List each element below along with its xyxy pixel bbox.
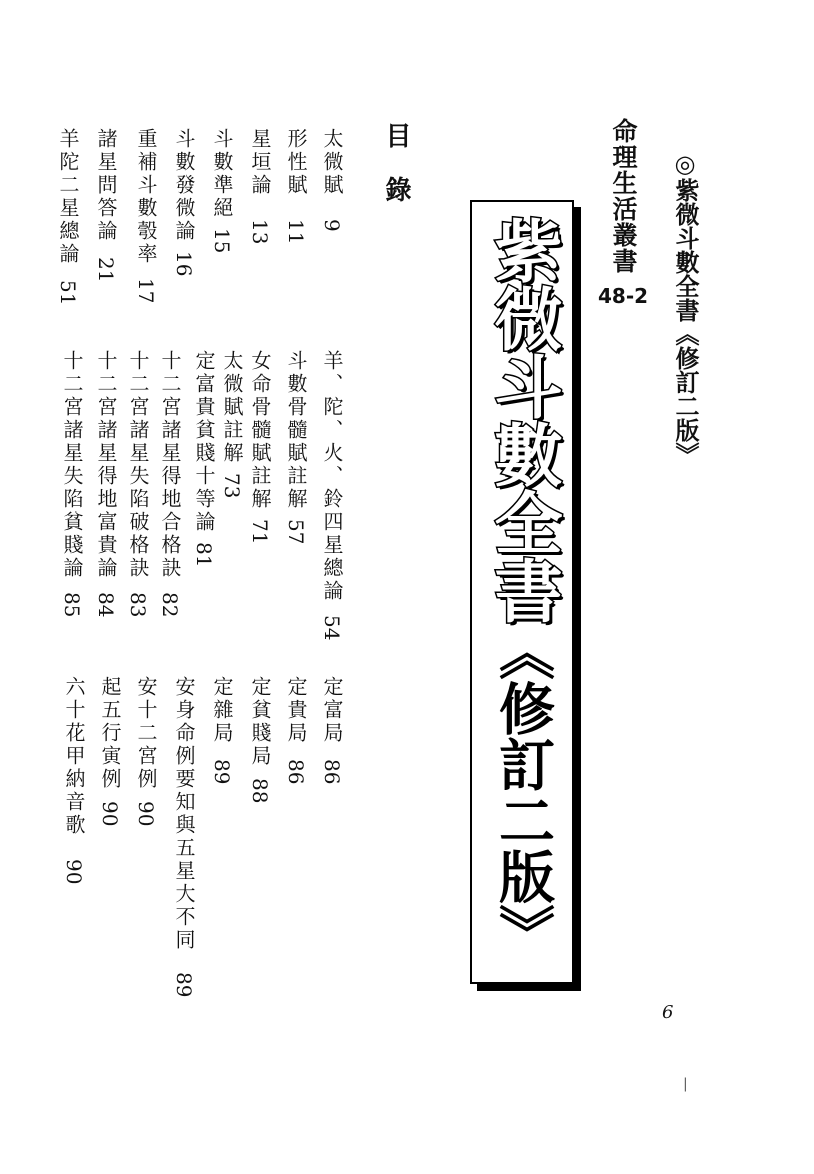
toc-entry-title: 安十二宮例 xyxy=(134,676,158,791)
toc-entry-page: 81 xyxy=(192,542,216,568)
toc-entry-page: 73 xyxy=(220,473,244,499)
toc-entry[interactable] xyxy=(250,350,270,544)
toc-entry-title: 十二宮諸星失陷破格訣 xyxy=(126,350,150,580)
bullet-icon: ◎ xyxy=(671,150,699,178)
toc-entry-page: 9 xyxy=(320,219,344,232)
toc-entry-page: 82 xyxy=(158,592,182,618)
toc-entry[interactable] xyxy=(194,350,214,567)
page-number: 6 xyxy=(662,1002,674,1023)
toc-entry[interactable] xyxy=(286,128,306,244)
toc-entry-page: 90 xyxy=(98,801,122,827)
toc-entry[interactable] xyxy=(64,676,84,884)
toc-entry-page: 71 xyxy=(248,519,272,545)
toc-entry-page: 88 xyxy=(248,778,272,804)
toc-entry-title: 斗數骨髓賦註解 xyxy=(284,350,308,511)
toc-entry[interactable] xyxy=(174,128,194,276)
running-header xyxy=(668,150,703,466)
toc-entry-page: 84 xyxy=(94,592,118,618)
toc-entry-page: 83 xyxy=(126,592,150,618)
series-number: 48-2 xyxy=(598,284,649,308)
toc-entry[interactable] xyxy=(96,350,116,617)
toc-entry-page: 15 xyxy=(210,228,234,254)
toc-entry-title: 定富貴貧賤十等論 xyxy=(192,350,216,534)
toc-entry-page: 86 xyxy=(320,759,344,785)
toc-entry-page: 90 xyxy=(62,859,86,885)
book-title-main: 紫微斗數全書 xyxy=(483,216,562,624)
toc-entry-title: 定貴局 xyxy=(284,676,308,745)
book-title xyxy=(483,216,562,960)
running-title: 紫微斗數全書《修訂二版》 xyxy=(671,178,699,466)
toc-entry-page: 17 xyxy=(134,278,158,304)
toc-entry[interactable] xyxy=(62,350,82,617)
book-title-box xyxy=(470,200,574,984)
toc-entry-title: 十二宮諸星得地合格訣 xyxy=(158,350,182,580)
series-name: 命理生活叢書 xyxy=(609,118,639,274)
scan-mark: | xyxy=(683,1076,688,1092)
toc-entry-page: 89 xyxy=(210,759,234,785)
toc-entry[interactable] xyxy=(322,676,342,784)
toc-entry-page: 85 xyxy=(60,592,84,618)
toc-entry-page: 16 xyxy=(172,251,196,277)
book-title-edition: 《修訂二版》 xyxy=(490,624,555,960)
series-label xyxy=(598,118,648,308)
toc-entry[interactable] xyxy=(212,128,232,253)
toc-entry[interactable] xyxy=(96,128,116,282)
toc-entry-page: 54 xyxy=(320,615,344,641)
toc-entry-title: 羊陀二星總論 xyxy=(56,128,80,266)
toc-entry-title: 定貧賤局 xyxy=(248,676,272,768)
toc-entry[interactable] xyxy=(136,128,156,303)
toc-entry[interactable] xyxy=(322,350,342,640)
toc-entry-title: 定雜局 xyxy=(210,676,234,745)
toc-entry-title: 重補斗數彀率 xyxy=(134,128,158,266)
toc-entry-page: 13 xyxy=(248,219,272,245)
toc-entry[interactable] xyxy=(286,350,306,544)
toc-entry-title: 斗數發微論 xyxy=(172,128,196,243)
toc-entry[interactable] xyxy=(100,676,120,826)
toc-entry[interactable] xyxy=(212,676,232,784)
toc-entry[interactable] xyxy=(174,676,194,997)
toc-entry-title: 女命骨髓賦註解 xyxy=(248,350,272,511)
toc-entry-page: 11 xyxy=(284,219,308,245)
toc-entry-title: 太微賦註解 xyxy=(220,350,244,465)
toc-entry-title: 十二宮諸星得地富貴論 xyxy=(94,350,118,580)
toc-entry[interactable] xyxy=(286,676,306,784)
toc-entry-title: 形性賦 xyxy=(284,128,308,197)
toc-entry-title: 星垣論 xyxy=(248,128,272,197)
toc-entry-title: 十二宮諸星失陷貧賤論 xyxy=(60,350,84,580)
toc-entry-title: 羊、陀、火、鈴四星總論 xyxy=(320,350,344,603)
toc-entry-page: 21 xyxy=(94,257,118,283)
toc-entry-page: 51 xyxy=(56,280,80,306)
toc-entry-title: 安身命例要知與五星大不同 xyxy=(172,676,196,952)
toc-entry-title: 太微賦 xyxy=(320,128,344,197)
toc-entry[interactable] xyxy=(58,128,78,305)
toc-entry[interactable] xyxy=(136,676,156,826)
toc-entry-page: 89 xyxy=(172,972,196,998)
toc-entry-page: 86 xyxy=(284,759,308,785)
toc-entry-title: 六十花甲納音歌 xyxy=(62,676,86,837)
toc-entry-title: 斗數準絕 xyxy=(210,128,234,220)
toc-heading: 目錄 xyxy=(381,122,411,230)
toc-entry[interactable] xyxy=(128,350,148,617)
toc-entry[interactable] xyxy=(250,128,270,244)
toc-entry-title: 起五行寅例 xyxy=(98,676,122,791)
toc-entry-title: 定富局 xyxy=(320,676,344,745)
toc-entry-page: 90 xyxy=(134,801,158,827)
toc-entry[interactable] xyxy=(250,676,270,803)
toc-entry[interactable] xyxy=(222,350,242,498)
toc-entry-title: 諸星問答論 xyxy=(94,128,118,243)
toc-entry[interactable] xyxy=(160,350,180,617)
toc-entry-page: 57 xyxy=(284,519,308,545)
toc-entry[interactable] xyxy=(322,128,342,232)
